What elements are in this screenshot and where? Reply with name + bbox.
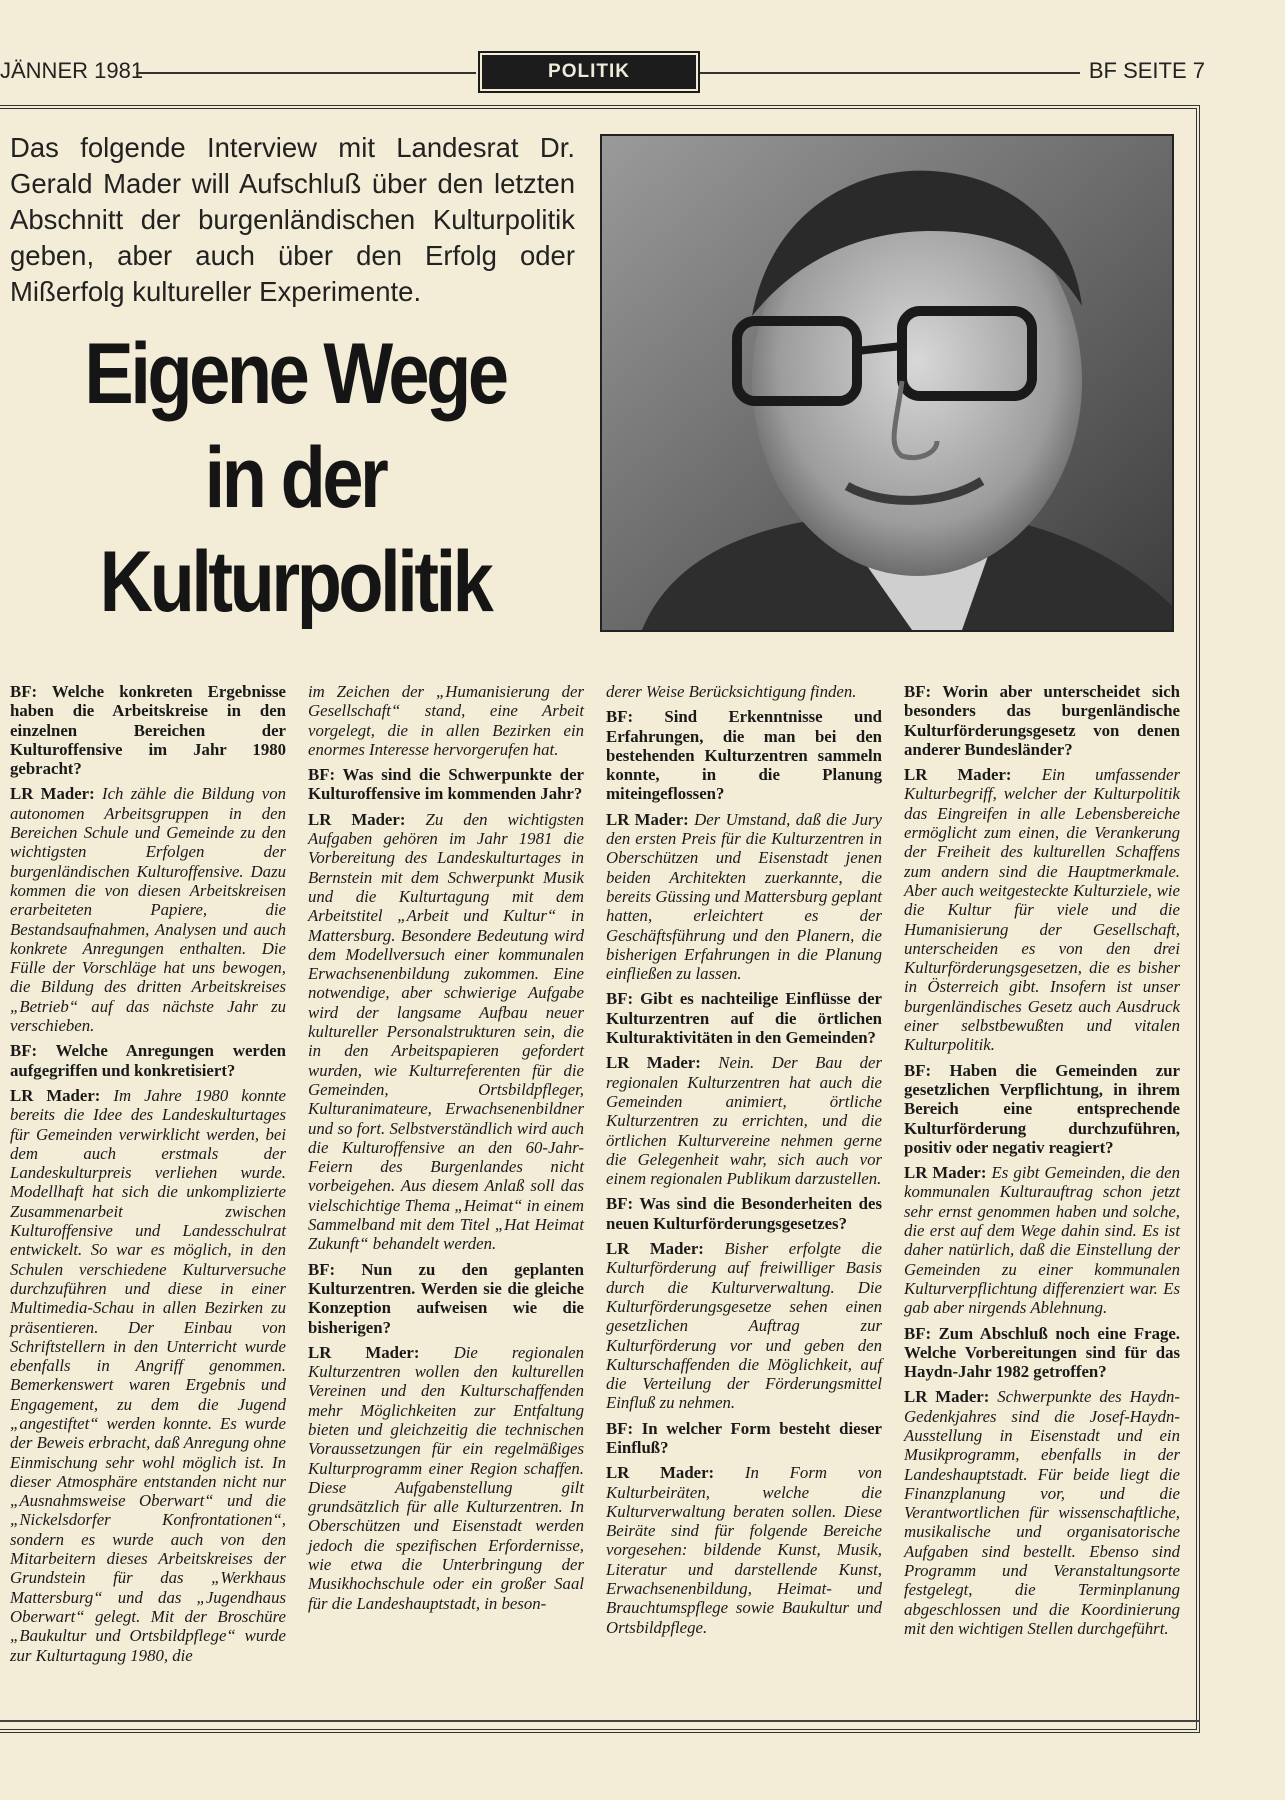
article-column-2: [308, 682, 584, 1702]
answer-text: Nein. Der Bau der regionalen Kulturzentren hat auch die Gemeinden animiert, örtliche Kulturzentren zu errichten, und die örtlichen Kulturvereine nehmen gerne die Gelegenheit wahr, sich auch vor einem regionalen Publikum darzustellen.: [606, 1053, 882, 1189]
interview-answer: [606, 1239, 882, 1413]
interview-question: BF: Worin aber unterscheidet sich besonders das burgenländische Kulturförderungsgesetz von denen anderer Bundesländer?: [904, 682, 1180, 759]
speaker-label: LR Mader:: [606, 809, 689, 829]
interview-question: BF: Was sind die Besonderheiten des neuen Kulturförderungsgesetzes?: [606, 1194, 882, 1233]
interview-question: BF: Was sind die Schwerpunkte der Kulturoffensive im kommenden Jahr?: [308, 765, 584, 804]
answer-text: Ein umfassender Kulturbegriff, welcher der Kulturpolitik das Eingreifen in alle Lebensbereiche ermöglicht zum einen, die Verankerung der Freiheit des kulturellen Schaffens zum andern sind die Hauptmerkmale. Aber auch weitgesteckte Kulturziele, wie die Kultur für viele und die Humanisierung der Gesellschaft, unterscheiden es von den drei Kulturförderungsgesetzen, die es bisher in Österreich gibt. Insofern ist unser burgenländisches Gesetz auch Ausdruck einer selbstbewußten und vitalen Kulturpolitik.: [904, 765, 1180, 1055]
bottom-rule: [0, 1720, 1200, 1722]
interview-answer: [606, 1053, 882, 1188]
portrait-photo: [600, 134, 1174, 632]
article-column-1: [10, 682, 286, 1702]
section-label: POLITIK: [482, 55, 696, 89]
speaker-label: LR Mader:: [904, 1163, 987, 1183]
page-header: [0, 55, 1205, 89]
speaker-label: LR Mader:: [308, 809, 406, 829]
article-column-3: [606, 682, 882, 1702]
speaker-label: LR Mader:: [10, 1085, 101, 1105]
speaker-label: LR Mader:: [904, 765, 1012, 785]
interview-answer: [10, 1086, 286, 1665]
headline: [41, 322, 548, 634]
interview-question: BF: Sind Erkenntnisse und Erfahrungen, die man bei den bestehenden Kulturzentren sammeln konnte, in die Planung miteingeflossen?: [606, 707, 882, 804]
intro-text: Das folgende Interview mit Landesrat Dr. Gerald Mader will Aufschluß über den letzten Abschnitt der burgenländischen Kulturpolitik geben, aber auch über den Erfolg oder Mißerfolg kultureller Experimente.: [10, 132, 575, 307]
answer-text: Die regionalen Kulturzentren wollen den kulturellen Vereinen und den Kulturschaffenden mehr Möglichkeiten zur Entfaltung bieten und gleichzeitig die technischen Voraussetzungen für ein regelmäßiges Kulturprogramm einer Region schaffen. Diese Aufgabenstellung gilt grundsätzlich für alle Kulturzentren. In Oberschützen und Eisenstadt werden jedoch die spezifischen Erfordernisse, wie etwa die Unterbringung der Musikhochschule oder ein großer Saal für die Landeshauptstadt, in beson-: [308, 1342, 584, 1613]
answer-text: Ich zähle die Bildung von autonomen Arbeitsgruppen in den Bereichen Schule und Gemeinde zu den wichtigsten Erfolgen der burgenländischen Kulturoffensive. Dazu kommen die von diesen Arbeitskreisen erarbeiteten Papiere, die Bestandsaufnahmen, Analysen und auch konkrete Anregungen enthalten. Die Fülle der Vorschläge hat uns bewogen, die Bildung des dritten Arbeitskreises „Betrieb“ auf das nächste Jahr zu verschieben.: [10, 784, 287, 1036]
answer-continuation: im Zeichen der „Humanisierung der Gesellschaft“ stand, eine Arbeit vorgelegt, die in allen Bezirken ein enormes Interesse hervorgerufen hat.: [308, 682, 584, 759]
interview-question: BF: Welche konkreten Ergebnisse haben die Arbeitskreise in den einzelnen Bereichen der Kulturoffensive im Jahr 1980 gebracht?: [10, 682, 286, 779]
interview-answer: [904, 1163, 1180, 1317]
page-number: BF SEITE 7: [1088, 58, 1205, 83]
answer-text: In Form von Kulturbeiräten, welche die Kulturverwaltung beraten sollen. Diese Beiräte sind für folgende Bereiche vorgesehen: bildende Kunst, Musik, Literatur und darstellende Kunst, Erwachsenenbildung, Heimat- und Brauchtumspflege sowie Baukultur und Ortsbildpflege.: [606, 1463, 882, 1637]
interview-answer: [904, 765, 1180, 1054]
answer-text: Es gibt Gemeinden, die den kommunalen Kulturauftrag schon jetzt sehr ernst genommen haben und solche, die erst auf dem Wege dahin sind. Es ist daher natürlich, daß die Einstellung der Gemeinden zu einer kommunalen Kulturverpflichtung differenziert war. Es gab aber nirgends Ablehnung.: [904, 1163, 1181, 1318]
headline-line-3: Kulturpolitik: [99, 534, 491, 630]
answer-text: Der Umstand, daß die Jury den ersten Preis für die Kulturzentren in Oberschützen und Eisenstadt jenen beiden Architekten zuerkannte, die bereits Güssing und Mattersburg geplant hatten, erleichtert es der Geschäftsführung und den Planern, die bisherigen Erfahrungen in die Planung einfließen zu lassen.: [606, 809, 882, 984]
speaker-label: LR Mader:: [904, 1387, 990, 1407]
speaker-label: LR Mader:: [606, 1053, 701, 1073]
interview-answer: [606, 810, 882, 984]
interview-question: BF: In welcher Form besteht dieser Einfluß?: [606, 1418, 882, 1457]
article-column-4: [904, 682, 1180, 1702]
interview-question: BF: Nun zu den geplanten Kulturzentren. Werden sie die gleiche Konzeption aufweisen wie die bisherigen?: [308, 1259, 584, 1337]
interview-question: BF: Haben die Gemeinden zur gesetzlichen Verpflichtung, in ihrem Bereich eine entsprechende Kulturförderung durchzuführen, positiv oder negativ reagiert?: [904, 1060, 1180, 1157]
speaker-label: LR Mader:: [606, 1463, 715, 1483]
answer-text: Bisher erfolgte die Kulturförderung auf freiwilliger Basis durch die Kulturverwaltung. Die Kulturförderungsgesetze sehen einen gesetzlichen Auftrag zur Kulturförderung vor und geben den Kulturschaffenden die Möglichkeit, auf die Verteilung der Förderungsmittel Einfluß zu nehmen.: [606, 1239, 882, 1413]
interview-answer: [308, 810, 584, 1254]
speaker-label: LR Mader:: [606, 1239, 704, 1259]
interview-answer: [10, 784, 286, 1035]
interview-question: BF: Gibt es nachteilige Einflüsse der Kulturzentren auf die örtlichen Kulturaktivitäten in den Gemeinden?: [606, 989, 882, 1048]
headline-line-2: in der: [204, 430, 386, 526]
header-rule-right: [700, 72, 1080, 75]
answer-text: Im Jahre 1980 konnte bereits die Idee des Landeskulturtages für Gemeinden verwirklicht werden, bei dem auch erstmals der Landeskulturpreis verliehen wurde. Modellhaft hat sich die unkomplizierte Zusammenarbeit zwischen Kulturoffensive und Landesschulrat entwickelt. So war es möglich, in den Schulen verschiedene Kulturversuche durchzuführen und diese in einer Multimedia-Schau in allen Bezirken zu präsentieren. Der Einbau von Schriftstellern in den Unterricht wurde ebenfalls in Angriff genommen. Bemerkenswert waren Ergebnis und Engagement, zu dem die Jugend „angestiftet“ werden konnte. Es wurde der Beweis erbracht, daß Anregung ohne Einmischung sehr wohl möglich ist. In dieser Atmosphäre entstanden nicht nur „Ausnahmsweise Oberwart“ und die „Nickelsdorfer Konfrontationen“, sondern es wurde auch von den Mitarbeitern dieses Arbeitskreises der Grundstein für das „Werkhaus Mattersburg“ und das „Jugendhaus Oberwart“ gelegt. Mit der Broschüre „Baukultur und Ortsbildpflege“ wurde zur Kulturtagung 1980, die: [10, 1085, 286, 1665]
interview-answer: [308, 1343, 584, 1613]
answer-continuation: derer Weise Berücksichtigung finden.: [606, 682, 857, 701]
interview-question: BF: Zum Abschluß noch eine Frage. Welche Vorbereitungen sind für das Haydn-Jahr 1982 getroffen?: [904, 1323, 1180, 1382]
article-columns: [10, 682, 1180, 1702]
interview-question: BF: Welche Anregungen werden aufgegriffen und konkretisiert?: [10, 1041, 286, 1080]
speaker-label: LR Mader:: [308, 1342, 420, 1362]
portrait-photo-graphic: [602, 136, 1172, 630]
header-rule-left: [136, 72, 476, 75]
interview-answer: [904, 1387, 1180, 1638]
headline-line-1: Eigene Wege: [84, 326, 506, 422]
answer-text: Zu den wichtigsten Aufgaben gehören im Jahr 1981 die Vorbereitung des Landeskulturtages in Bernstein mit dem Schwerpunkt Musik und die Kulturtagung mit dem Arbeitstitel „Arbeit und Kultur“ in Mattersburg. Besondere Bedeutung wird dem Modellversuch einer kommunalen Erwachsenenbildung zukommen. Eine notwendige, aber schwierige Aufgabe wird der langsame Aufbau neuer kultureller Personalstrukturen sein, die in den Arbeitspapieren gefordert wurden, wie Kulturreferenten für die Gemeinden, Ortsbildpfleger, Kulturanimateure, Erwachsenenbildner und so fort. Selbstverständlich wird auch die Kulturoffensive an den 60-Jahr-Feiern des Burgenlandes nicht vorbeigehen. Aus diesem Anlaß soll das vielschichtige Thema „Heimat“ in einem Sammelband mit dem Titel „Hat Heimat Zukunft“ behandelt werden.: [308, 809, 584, 1254]
speaker-label: LR Mader:: [10, 784, 95, 804]
interview-answer: [606, 1463, 882, 1637]
issue-date: JÄNNER 1981: [0, 58, 144, 83]
answer-text: Schwerpunkte des Haydn-Gedenkjahres sind die Josef-Haydn-Ausstellung in Eisenstadt und ein Musikprogramm, ebenfalls in der Landeshauptstadt. Für beide liegt die Finanzplanung vor, und die Verantwortlichen für wissenschaftliche, musikalische und organisatorische Aufgaben sind bestellt. Ebenso sind Programm und Veranstaltungsorte festgelegt, die Terminplanung abgeschlossen und die Koordinierung mit den wichtigen Stellen durchgeführt.: [904, 1387, 1180, 1638]
